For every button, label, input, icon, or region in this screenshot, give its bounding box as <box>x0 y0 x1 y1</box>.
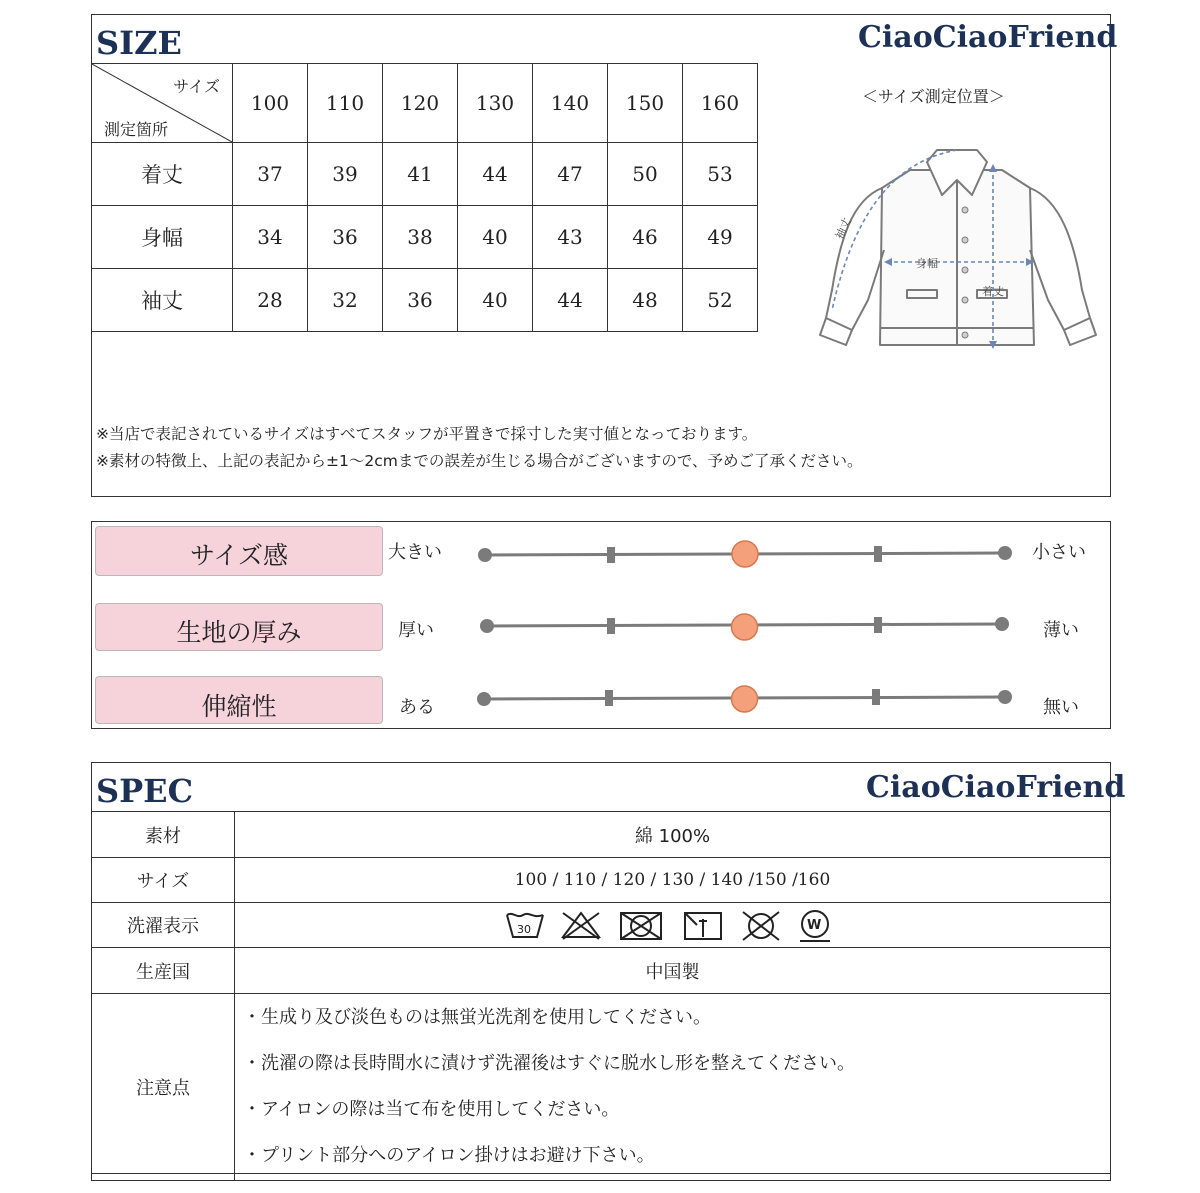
scale-left-thickness: 厚い <box>398 620 434 641</box>
spec-heading: SPEC <box>96 772 194 810</box>
size-value: 40 <box>458 269 533 332</box>
table-row <box>92 206 758 269</box>
scale-left-stretch: ある <box>399 697 435 718</box>
scale-end-dot <box>478 548 492 562</box>
scale-marker <box>732 686 758 712</box>
feel-label-size: サイズ感 <box>95 526 383 576</box>
size-header: 160 <box>683 64 758 143</box>
size-value: 36 <box>308 206 383 269</box>
wash-icons-cell <box>235 903 1111 948</box>
size-note-2: ※素材の特徴上、上記の表記から±1～2cmまでの誤差が生じる場合がございますので、予めご了承ください。 <box>96 452 863 470</box>
spec-label: 注意点 <box>92 994 235 1181</box>
scale-tick <box>872 689 880 705</box>
size-value: 52 <box>683 269 758 332</box>
wet-clean-icon <box>800 911 830 941</box>
size-value: 39 <box>308 143 383 206</box>
no-bleach-icon <box>563 913 599 939</box>
spec-label: 生産国 <box>92 948 235 994</box>
scale-marker <box>732 614 758 640</box>
length-measure-label: 着丈 <box>982 285 1004 298</box>
row-label: 着丈 <box>92 143 233 206</box>
size-value: 49 <box>683 206 758 269</box>
feel-label-stretch: 伸縮性 <box>95 676 383 724</box>
caution-item: ・プリント部分へのアイロン掛けはお避け下さい。 <box>243 1145 655 1166</box>
spec-table <box>91 811 1111 1181</box>
spec-brand: CiaoCiaoFriend <box>866 770 1126 805</box>
scale-tick <box>605 690 613 706</box>
size-header: 110 <box>308 64 383 143</box>
scale-tick <box>874 546 882 562</box>
size-value: 40 <box>458 206 533 269</box>
spec-value: 綿 100% <box>235 812 1111 858</box>
scale-tick <box>874 617 882 633</box>
size-value: 44 <box>533 269 608 332</box>
size-value: 41 <box>383 143 458 206</box>
size-value: 53 <box>683 143 758 206</box>
scale-left-size: 大きい <box>388 542 442 563</box>
scale-track-stretch <box>470 680 1020 720</box>
size-value: 38 <box>383 206 458 269</box>
table-row <box>92 812 1111 858</box>
wash-30-icon <box>507 914 543 937</box>
size-header: 150 <box>608 64 683 143</box>
feel-label-thickness: 生地の厚み <box>95 603 383 651</box>
sleeve-measure-label: 袖丈 <box>832 215 855 242</box>
spec-label: 素材 <box>92 812 235 858</box>
size-value: 47 <box>533 143 608 206</box>
size-value: 46 <box>608 206 683 269</box>
table-row <box>92 994 1111 1181</box>
scale-right-thickness: 薄い <box>1043 620 1079 641</box>
corner-measure-label: 測定箇所 <box>104 120 169 139</box>
caution-list <box>235 994 1111 1181</box>
scale-end-dot <box>480 619 494 633</box>
caution-item: ・アイロンの際は当て布を使用してください。 <box>243 1099 620 1120</box>
size-value: 36 <box>383 269 458 332</box>
size-table <box>91 63 758 332</box>
size-value: 44 <box>458 143 533 206</box>
line-dry-shade-icon <box>685 913 721 939</box>
size-value: 37 <box>233 143 308 206</box>
scale-end-dot <box>995 617 1009 631</box>
width-measure-label: 身幅 <box>916 257 938 270</box>
scale-track-size <box>470 535 1020 575</box>
scale-track-thickness <box>470 607 1020 647</box>
row-label: 袖丈 <box>92 269 233 332</box>
spec-value: 中国製 <box>235 948 1111 994</box>
scale-right-stretch: 無い <box>1043 697 1079 718</box>
table-row <box>92 858 1111 903</box>
scale-tick <box>607 547 615 563</box>
size-value: 28 <box>233 269 308 332</box>
size-header: 100 <box>233 64 308 143</box>
size-header: 130 <box>458 64 533 143</box>
size-note-1: ※当店で表記されているサイズはすべてスタッフが平置きで採寸した実寸値となっております。 <box>96 425 758 443</box>
spec-label: サイズ <box>92 858 235 903</box>
corner-size-label: サイズ <box>173 77 220 96</box>
size-corner-cell <box>92 64 233 143</box>
caution-item: ・生成り及び淡色ものは無蛍光洗剤を使用してください。 <box>243 1007 711 1028</box>
spec-label: 洗濯表示 <box>92 903 235 948</box>
jacket-diagram <box>812 140 1102 355</box>
caution-item: ・洗濯の際は長時間水に漬けず洗濯後はすぐに脱水し形を整えてください。 <box>243 1053 855 1074</box>
wash-icons <box>503 907 843 943</box>
size-value: 43 <box>533 206 608 269</box>
table-row <box>92 269 758 332</box>
size-value: 32 <box>308 269 383 332</box>
svg-text:30: 30 <box>516 923 531 936</box>
size-value: 48 <box>608 269 683 332</box>
scale-tick <box>607 618 615 634</box>
scale-marker <box>732 541 758 567</box>
scale-end-dot <box>477 692 491 706</box>
table-row <box>92 143 758 206</box>
svg-text:W: W <box>806 918 821 933</box>
scale-end-dot <box>998 690 1012 704</box>
scale-end-dot <box>998 546 1012 560</box>
size-heading: SIZE <box>96 24 182 62</box>
table-row <box>92 903 1111 948</box>
row-label: 身幅 <box>92 206 233 269</box>
spec-value: 100 / 110 / 120 / 130 / 140 /150 /160 <box>235 858 1111 903</box>
size-value: 50 <box>608 143 683 206</box>
no-tumble-dry-icon <box>621 913 661 939</box>
diagram-title: ＜サイズ測定位置＞ <box>862 87 1005 106</box>
table-row <box>92 948 1111 994</box>
size-value: 34 <box>233 206 308 269</box>
size-header: 140 <box>533 64 608 143</box>
size-brand: CiaoCiaoFriend <box>858 20 1118 55</box>
scale-right-size: 小さい <box>1032 542 1086 563</box>
no-dry-clean-icon <box>743 912 779 940</box>
size-header: 120 <box>383 64 458 143</box>
